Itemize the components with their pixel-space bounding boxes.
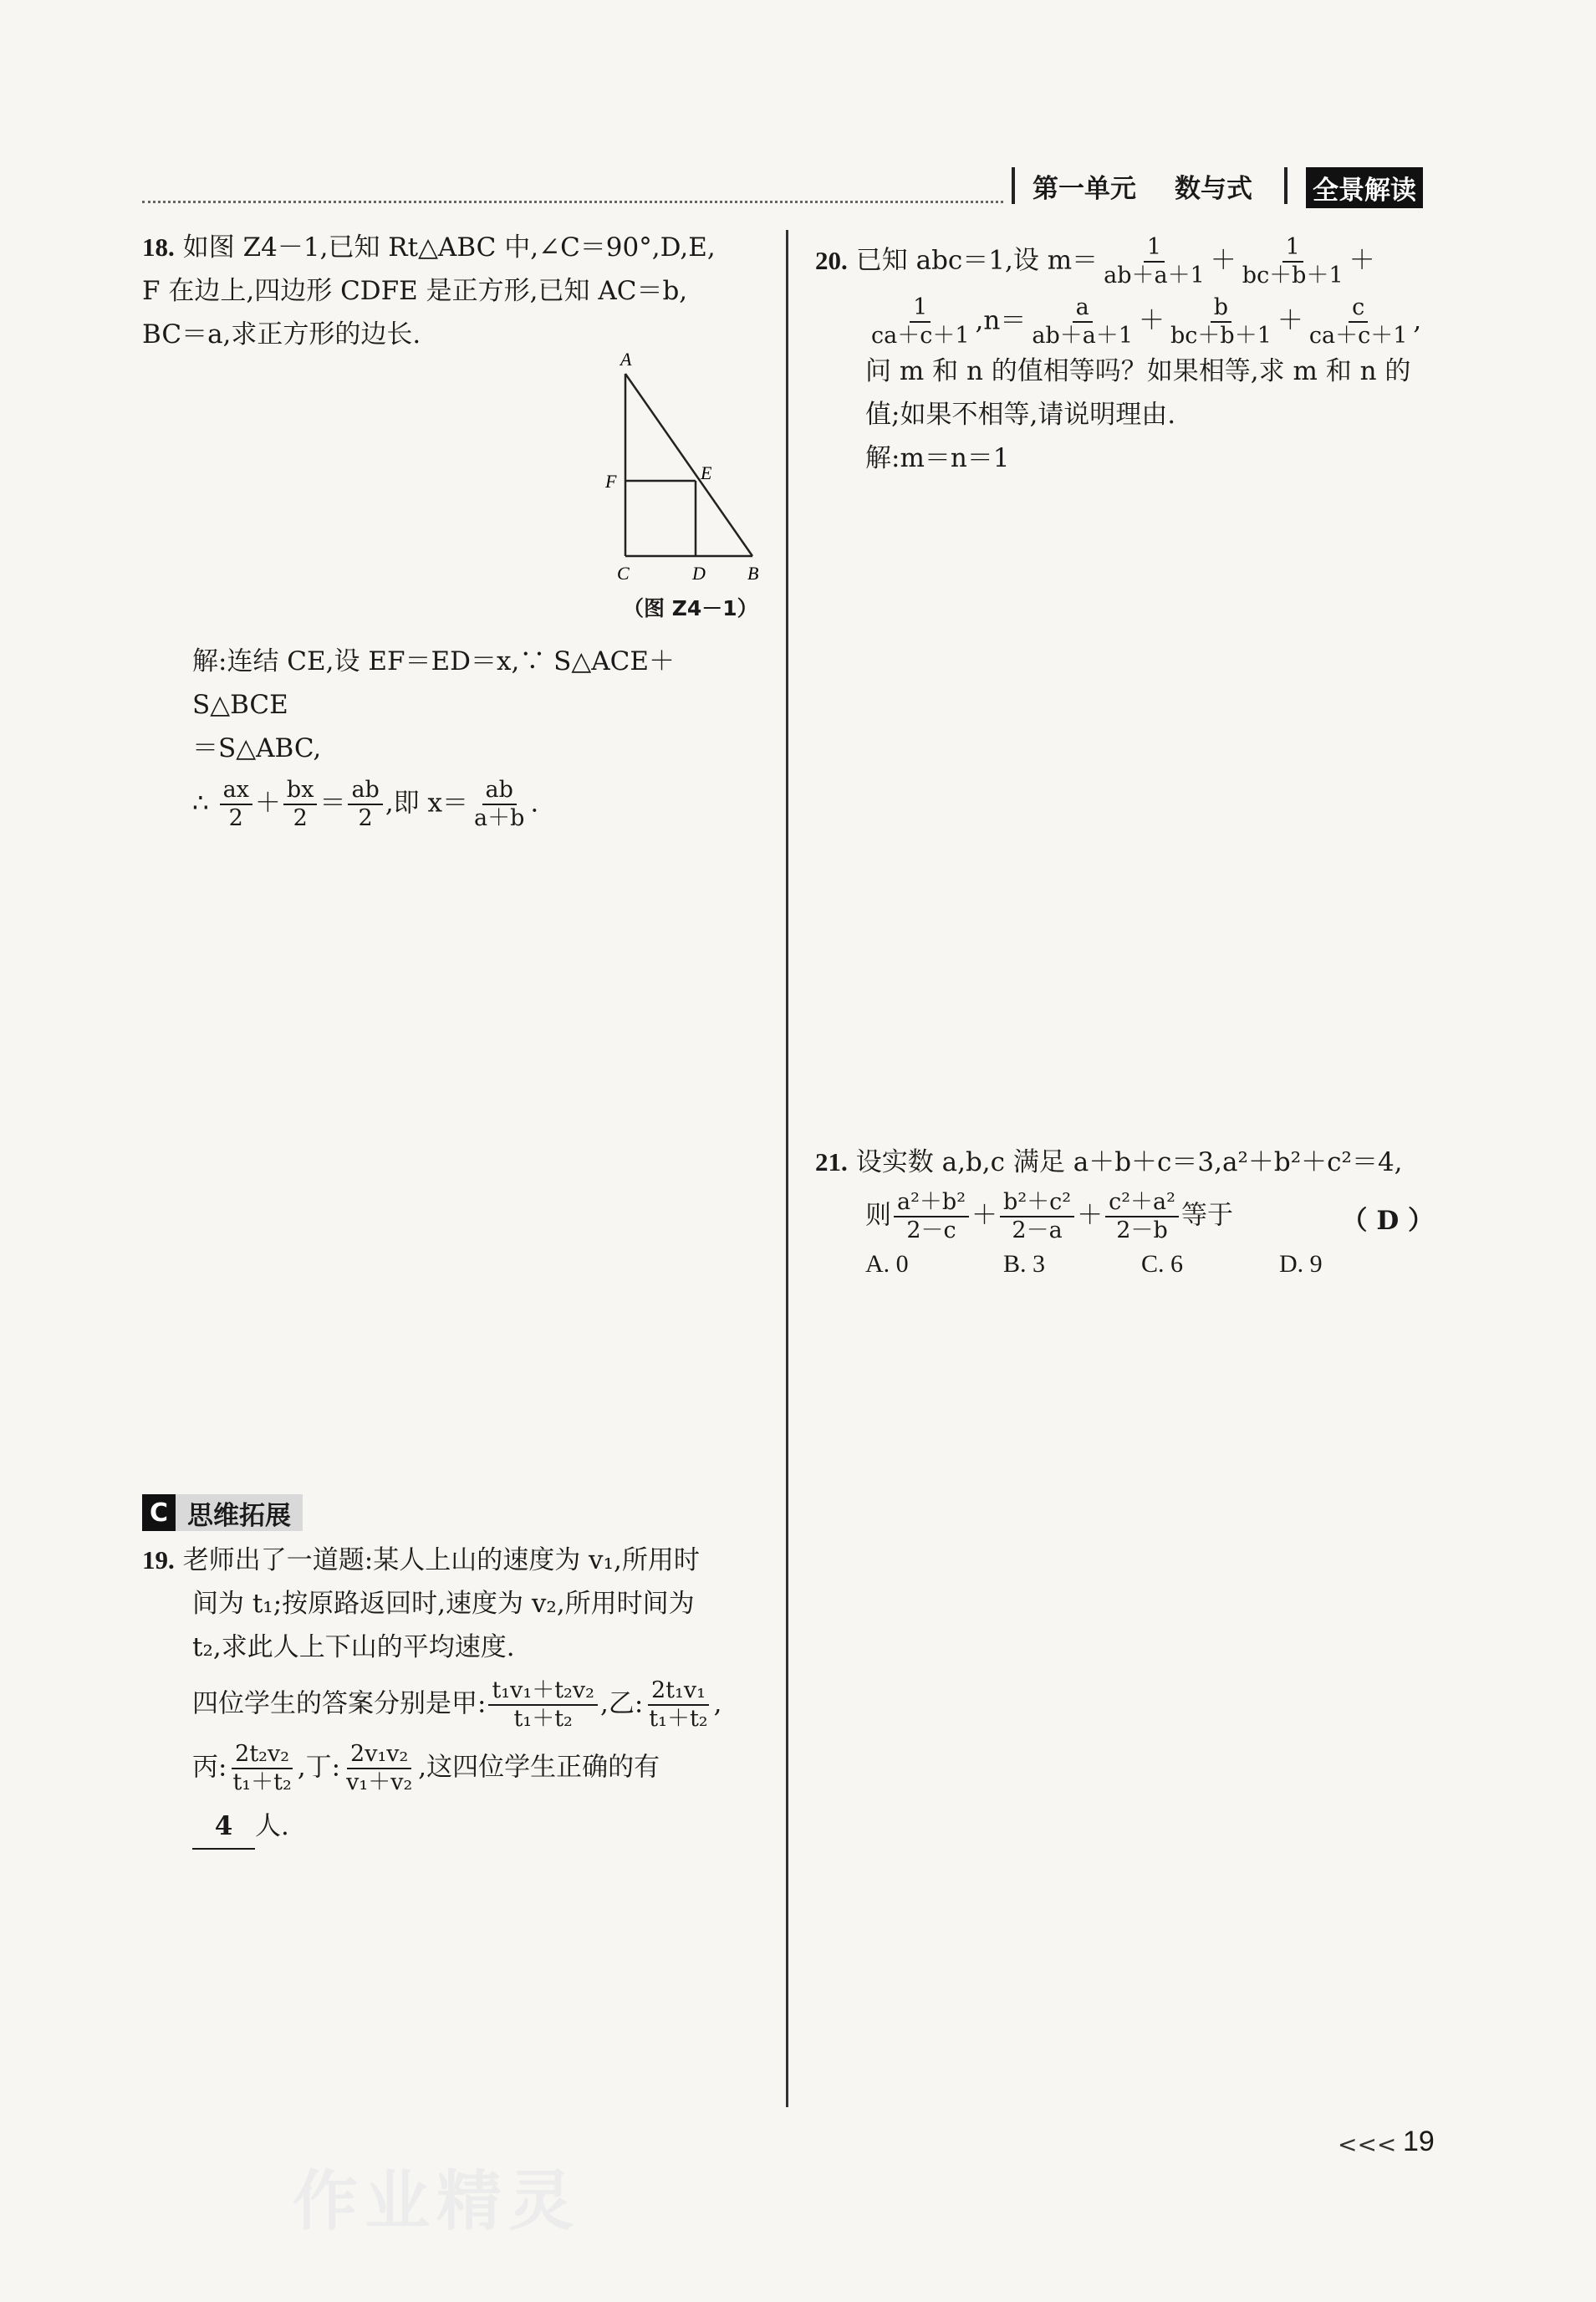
page-number: 19 xyxy=(1403,2126,1435,2157)
question-text: F 在边上,四边形 CDFE 是正方形,已知 AC＝b, xyxy=(142,276,688,306)
header-dotted-rule xyxy=(142,201,1003,203)
question-number: 19. xyxy=(142,1545,175,1575)
answer-jia: $\frac{\text{t₁v₁＋t₂v₂}}{\text{t₁＋t₂}}$ xyxy=(488,1677,598,1733)
question-text: 问 m 和 n 的值相等吗？如果相等,求 m 和 n 的 xyxy=(865,356,1411,386)
hypotenuse-ab xyxy=(625,374,752,556)
fraction: $\frac{b}{bc+b+1}$ xyxy=(1170,294,1272,349)
figure-caption: （图 Z4－1） xyxy=(623,596,758,620)
question-number: 20. xyxy=(815,245,848,275)
question-text: t₂,求此人上下山的平均速度. xyxy=(192,1632,515,1662)
fraction: $\frac{1}{ca+c+1}$ xyxy=(871,294,970,349)
watermark-text: 作业精灵 xyxy=(293,2164,581,2239)
solution-text: 解:m＝n＝1 xyxy=(865,443,1010,473)
question-number: 21. xyxy=(815,1147,848,1177)
question-text: 老师出了一道题:某人上山的速度为 v₁,所用时 xyxy=(182,1545,700,1575)
solution-text: ＝S△ABC, xyxy=(192,733,322,763)
point-e-label: E xyxy=(701,462,712,483)
question-21: 21. 设实数 a,b,c 满足 a＋b＋c＝3,a²＋b²＋c²＝4, 则 $\frac{\text{a²＋b²}}{2-c}$ ＋ $\frac{\text{b²＋c²}}{2-a}$ ＋ $\frac{\text{c²＋a²}}{2-b}$ 等于 （ D ） xyxy=(815,1147,1434,1243)
therefore-symbol: ∴ xyxy=(192,788,209,819)
option-b: B. 3 xyxy=(1003,1250,1046,1278)
option-a: A. 0 xyxy=(865,1250,909,1278)
answer-ding: $\frac{\text{2v₁v₂}}{\text{v₁＋v₂}}$ xyxy=(346,1741,413,1795)
question-text: BC＝a,求正方形的边长. xyxy=(142,319,421,350)
option-d: D. 9 xyxy=(1279,1250,1323,1278)
question-text: 间为 t₁;按原路返回时,速度为 v₂,所用时间为 xyxy=(192,1589,695,1619)
fraction: $\frac{bx}{2}$ xyxy=(283,777,318,832)
question-20: 20. 已知 abc＝1,设 m＝ $\frac{1}{ab+a+1}$ ＋ $\frac{1}{bc+b+1}$ ＋ $\frac{1}{ca+c+1}$ ,n＝ $\frac{a}{ab+a+1}$ ＋ $\frac{b}{bc+b+1}$ ＋ $\frac{c}{ca+c+1}$ , 问 m 和 n 的值相等吗？如果相等,求 m 和 n 的 值;如果不相等,请说明理由. 解:m＝n＝1 xyxy=(815,234,1442,480)
header-divider xyxy=(1284,167,1288,204)
question-text: 设实数 a,b,c 满足 a＋b＋c＝3,a²＋b²＋c²＝4, xyxy=(855,1147,1403,1177)
section-header xyxy=(142,1493,303,1532)
answer-blank: 4 xyxy=(192,1804,255,1850)
question-19: 19. 老师出了一道题:某人上山的速度为 v₁,所用时 间为 t₁;按原路返回时,速度为 v₂,所用时间为 t₂,求此人上下山的平均速度. 四位学生的答案分别是甲: $\frac{\text{t₁v₁＋t₂v₂}}{\text{t₁＋t₂}}$ ,乙: $\frac{\text{2t₁v₁}}{\text{t₁＋t₂}}$ , 丙: $\frac{\text{2t₂v₂}}{\text{t₁＋t₂}}$ ,丁: $\frac{\text{2v₁v₂}}{\text{v₁＋v₂}}$ ,这四位学生正确的有 4 人. xyxy=(142,1539,765,1850)
fraction: $\frac{\text{b²＋c²}}{2-a}$ xyxy=(1000,1189,1074,1244)
question-18 xyxy=(142,226,765,356)
solution-text: 解:连结 CE,设 EF＝ED＝x,∵ S△ACE＋S△BCE xyxy=(192,646,675,720)
fraction: $\frac{a}{ab+a+1}$ xyxy=(1032,294,1134,349)
figure-z4-1 xyxy=(585,347,769,590)
point-d-label: D xyxy=(692,563,706,584)
point-f-label: F xyxy=(605,471,617,492)
fraction: $\frac{1}{bc+b+1}$ xyxy=(1242,234,1344,288)
answer-choice: （ D ） xyxy=(1341,1206,1434,1236)
option-c: C. 6 xyxy=(1141,1250,1184,1278)
fraction: $\frac{ab}{2}$ xyxy=(348,777,382,832)
question-number: 18. xyxy=(142,232,175,262)
answer-yi: $\frac{\text{2t₁v₁}}{\text{t₁＋t₂}}$ xyxy=(649,1677,708,1732)
topic-title: 数与式 xyxy=(1175,174,1252,204)
answer-bing: $\frac{\text{2t₂v₂}}{\text{t₁＋t₂}}$ xyxy=(232,1741,292,1795)
fraction: $\frac{\text{c²＋a²}}{2-b}$ xyxy=(1105,1189,1179,1244)
fraction: $\frac{ab}{a+b}$ xyxy=(474,777,525,831)
point-c-label: C xyxy=(617,563,630,584)
fraction: $\frac{c}{ca+c+1}$ xyxy=(1308,294,1408,349)
column-divider xyxy=(786,230,788,2107)
point-b-label: B xyxy=(747,563,759,584)
fraction: $\frac{\text{a²＋b²}}{2-c}$ xyxy=(894,1189,969,1244)
fraction: $\frac{ax}{2}$ xyxy=(220,777,252,832)
question-text: 如图 Z4－1,已知 Rt△ABC 中,∠C＝90°,D,E, xyxy=(182,232,716,263)
question-text: 值;如果不相等,请说明理由. xyxy=(865,400,1176,430)
series-badge: 全景解读 xyxy=(1306,167,1423,208)
section-title: 思维拓展 xyxy=(176,1494,303,1531)
page-arrows-icon: <<< xyxy=(1338,2131,1397,2158)
solution-18: 解:连结 CE,设 EF＝ED＝x,∵ S△ACE＋S△BCE ＝S△ABC, ∴ $\frac{ax}{2}$ ＋ $\frac{bx}{2}$ ＝ $\frac{ab}{2}$ ,即 x＝ $\frac{ab}{a+b}$ . xyxy=(192,640,769,832)
section-letter: C xyxy=(142,1494,176,1531)
fraction: $\frac{1}{ab+a+1}$ xyxy=(1104,234,1205,288)
point-a-label: A xyxy=(620,349,632,370)
header-divider xyxy=(1012,167,1015,204)
unit-title: 第一单元 xyxy=(1033,174,1136,204)
